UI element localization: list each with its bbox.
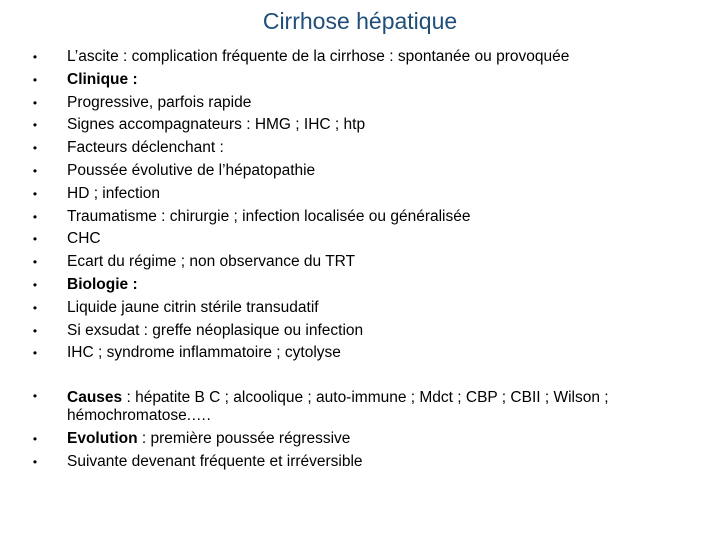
- bullet-text: Clinique :: [67, 70, 138, 88]
- bullet-item-hd: [30, 183, 670, 206]
- bullet-item-poussee: [30, 160, 670, 183]
- bullet-item-ascite: [30, 46, 670, 69]
- bullet-item-signes: [30, 114, 670, 137]
- bullet-item-evolution: [30, 428, 670, 451]
- bullet-text: Signes accompagnateurs : HMG ; IHC ; htp: [67, 116, 366, 134]
- bullet-text: Si exsudat : greffe néoplasique ou infection: [67, 321, 364, 339]
- bullet-item-suivante: [30, 451, 670, 474]
- bullet-item-ihc: [30, 342, 670, 365]
- bullet-icon: •: [32, 95, 38, 110]
- bullet-icon: •: [32, 389, 38, 403]
- bullet-icon: •: [32, 454, 38, 469]
- bullet-icon: •: [32, 72, 38, 87]
- bullet-text: Poussée évolutive de l’hépatopathie: [67, 161, 316, 179]
- bullet-item-progressive: [30, 92, 670, 115]
- bullet-text: Suivante devenant fréquente et irréversible: [67, 452, 363, 470]
- bullet-icon: •: [32, 141, 38, 156]
- bullet-item-clinique: [30, 69, 670, 92]
- bullet-label: Evolution: [67, 430, 138, 447]
- bullet-item-causes: [30, 387, 670, 428]
- bullet-list-secondary: [30, 387, 670, 474]
- bullet-text: L’ascite : complication fréquente de la cirrhose : spontanée ou provoquée: [67, 48, 570, 65]
- bullet-icon: •: [32, 300, 38, 315]
- bullet-item-ecart: [30, 251, 670, 274]
- bullet-list-main: [30, 46, 670, 365]
- bullet-text: HD ; infection: [67, 184, 161, 202]
- bullet-item-facteurs: [30, 137, 670, 160]
- bullet-icon: •: [32, 346, 38, 361]
- bullet-icon: •: [32, 323, 38, 338]
- bullet-item-biologie: [30, 274, 670, 297]
- bullet-text: Biologie :: [67, 275, 138, 293]
- bullet-item-traumatisme: [30, 206, 670, 229]
- bullet-item-liquide: [30, 297, 670, 320]
- bullet-text: Facteurs déclenchant :: [67, 139, 224, 157]
- bullet-icon: •: [32, 277, 38, 292]
- bullet-text: : hépatite B C ; alcoolique ; auto-immune ; Mdct ; CBP ; CBII ; Wilson ; hémochromatose.….: [67, 389, 609, 424]
- bullet-text: CHC: [67, 230, 101, 248]
- bullet-icon: •: [32, 186, 38, 201]
- bullet-text: : première poussée régressive: [137, 430, 351, 447]
- bullet-text: Liquide jaune citrin stérile transudatif: [67, 298, 319, 316]
- bullet-icon: •: [32, 232, 38, 247]
- bullet-icon: •: [32, 209, 38, 224]
- bullet-icon: •: [32, 255, 38, 270]
- slide-title: Cirrhose hépatique: [262, 8, 458, 34]
- bullet-icon: •: [32, 432, 38, 446]
- bullet-item-exsudat: [30, 320, 670, 343]
- bullet-label: Causes: [67, 389, 123, 406]
- bullet-text: IHC ; syndrome inflammatoire ; cytolyse: [67, 344, 341, 362]
- bullet-icon: •: [32, 163, 38, 178]
- bullet-text: Progressive, parfois rapide: [67, 93, 252, 111]
- bullet-text: Ecart du régime ; non observance du TRT: [67, 253, 356, 271]
- bullet-icon: •: [32, 50, 38, 64]
- bullet-item-chc: [30, 228, 670, 251]
- bullet-icon: •: [32, 118, 38, 133]
- bullet-text: Traumatisme : chirurgie ; infection localisée ou généralisée: [67, 207, 471, 225]
